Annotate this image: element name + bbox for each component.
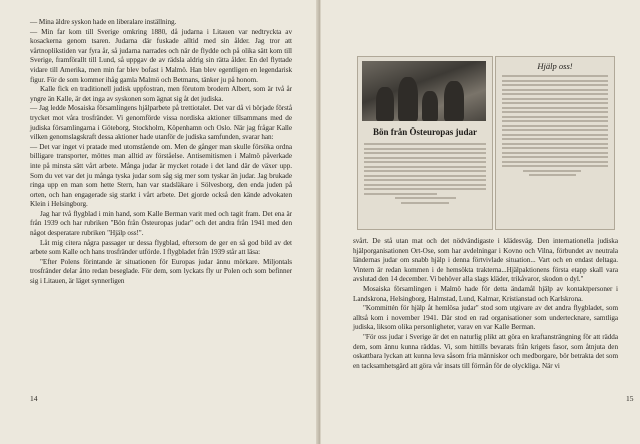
leaflet-1-title: Bön från Östeuropas judar <box>372 127 478 137</box>
paragraph: Jag har två flygblad i min hand, som Kalle Berman varit med och tagit fram. Det ena är från 1939 och har rubriken "Bön från Östeuropas judar" och det andra från 1941 med den något desperatare rubriken "Hjälp oss!". <box>30 209 292 238</box>
paragraph: — Jag ledde Mosaiska församlingens hjälparbete på trettiotalet. Det var då vi började förstå trycket mot våra trosfränder. Vi genomförde vissa nordiska aktioner tillsammans med de judiska församlingarna i Göteborg, Stockholm, Köpenhamn och Oslo. När jag frågar Kalle vilken genomslagskraft dessa aktioner hade utanför de judiska samfunden, svarar han: <box>30 104 292 142</box>
right-page-text <box>353 237 618 371</box>
paragraph: — Mina äldre syskon hade en liberalare inställning. <box>30 18 177 26</box>
children-photo <box>362 61 486 121</box>
paragraph: — Min far kom till Sverige omkring 1880, då judarna i Litauen var nedtryckta av kosackerna genom tsaren. Judarna där fuskade alltid med sin ålder. Jag tror att vårtnoplikstiden var fyra år, så judarna narrades och när de flydde och på olika sätt kom till Sverige, framförallt till Lund, så uppgav de av rädsla aldrig sin rätta ålder. En del flyttade vidare till Amerika, men min far blev bofast i Malmö. Han blev egentligen en legendarisk figur. För de som kommer ihåg gamla Malmö och Betmans, tänker ju på honom. <box>30 27 292 84</box>
paragraph: svårt. De stå utan mat och det nödvändigaste i klädesväg. Den internationella judiska hjälporganisationen Ort-Ose, som har avdelningar i Kovno och Vilna, förbundet av neutrala ländernas judar om snabb hjälp i denna förtvivlade situation... Vart och en endast deltaga. Vintern är redan kommen i de hemsökta trakterna...Hjälpaktionens första etapp skall vara avslutad den 14 december. Vi behöver alla slags kläder, trikåvaror, skodon o dyl." <box>353 237 618 284</box>
page-number: 15 <box>626 394 634 403</box>
paragraph: — Det var inget vi pratade med utomstående om. Men de gånger man skulle försöka ordna billigare transporter, möttes man alltid av förståelse. Antisemitismen i Malmö påverkade inte på minsta sätt vårt arbete. Många judar är mycket rotade i det land där de växer upp. Som du vet var det ju många tyska judar som såg sig mer som tyskar än judar. Jag brukade ringa upp en man som hette Stern, han var stadsläkare i Sölvesborg, den enda juden på orten, och han engagerade sig starkt i vårt arbete. Det gjorde också den kände advokaten Klein i Helsingborg. <box>30 142 292 209</box>
leaflet-2-title: Hjälp oss! <box>537 61 573 71</box>
leaflet-2-text-lines <box>502 75 608 179</box>
paragraph: "För oss judar i Sverige är det en naturlig plikt att göra en kraftansträngning för att rädda dem, som ännu kunna räddas. Vi, som hittills bevarats från krigets fasor, som åtnjuta den oskattbara lyckan att kunna leva såsom fria människor och medborgare, bör betrakta det som en tacksamhetsgärd att göra vår insats till förmån för de olyckliga. När vi <box>353 332 618 370</box>
right-page <box>320 0 640 444</box>
page-number: 14 <box>30 394 38 403</box>
leaflet-1-text-lines <box>364 143 486 206</box>
left-page-text <box>30 18 292 287</box>
leaflet-image-1 <box>357 56 493 230</box>
left-page <box>0 0 319 444</box>
paragraph: "Efter Polens förintande är situationen för Europas judar ännu mörkare. Miljontals trosfränder delar åtto redan beseglade. För dem, som lyckats fly ur Polen och som befinner sig i Litauen, är läget synnerligen <box>30 257 292 286</box>
paragraph: "Kommittén för hjälp åt hemlösa judar" stod som utgivare av det andra flygbladet, som alltså kom i november 1941. Där stod en rad organisationer som undertecknare, samtliga judiska, liksom olika personligheter, varav en var Kalle Berman. <box>353 304 618 332</box>
paragraph: Kalle fick en traditionell judisk uppfostran, men förutom brodern Albert, som är två år yngre än Kalle, är det inga av syskonen som ägnat sig åt det judiska. <box>30 85 292 103</box>
leaflet-image-2 <box>495 56 615 230</box>
paragraph: Mosaiska församlingen i Malmö hade för detta ändamål hjälp av kontaktpersoner i Landskrona, Helsingborg, Halmstad, Lund, Kalmar, Kristianstad och Karlskrona. <box>353 284 618 303</box>
paragraph: Låt mig citera några passager ur dessa flygblad, eftersom de ger en så god bild av det arbete som Kalle och hans trosfränder utförde. I flygbladet från 1939 står att läsa: <box>30 238 292 257</box>
